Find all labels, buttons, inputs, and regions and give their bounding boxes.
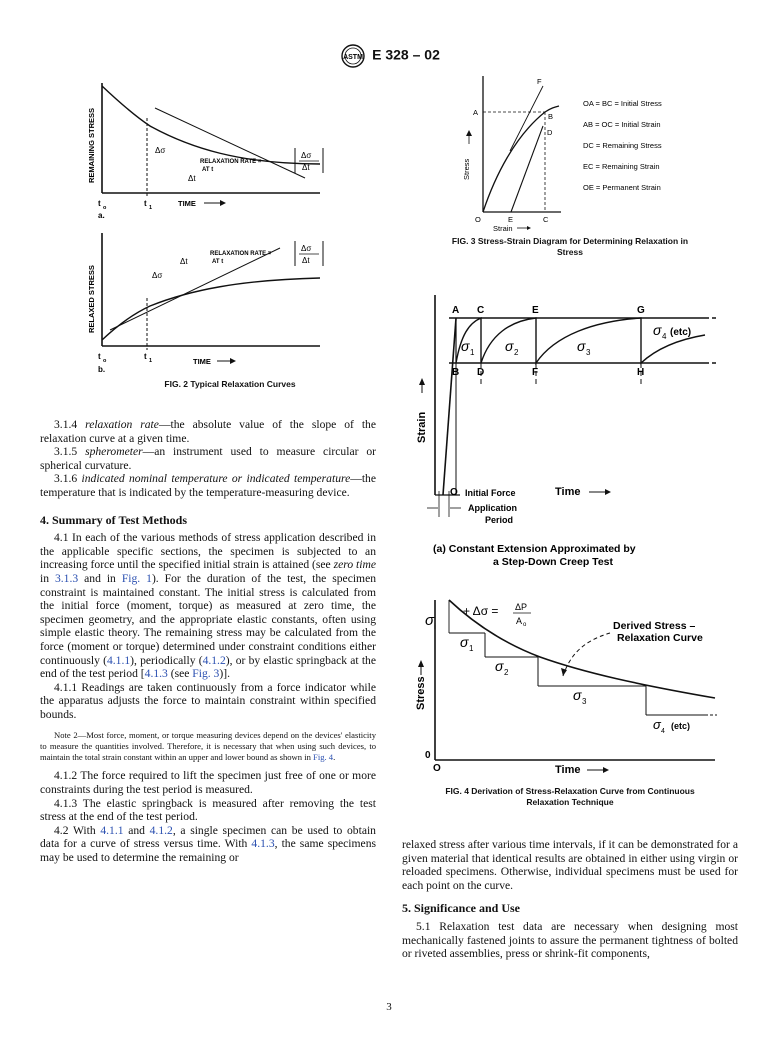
svg-text:+ Δσ =: + Δσ = <box>463 604 499 618</box>
svg-text:Δσ: Δσ <box>155 146 166 155</box>
svg-text:σ: σ <box>425 612 435 629</box>
svg-text:H: H <box>637 367 645 378</box>
svg-text:Δt: Δt <box>188 174 196 183</box>
fig2-bottom-panel <box>87 233 323 374</box>
svg-text:3: 3 <box>586 348 591 357</box>
note-2: Note 2—Most force, moment, or torque measuring devices depend on the devices' elasticity to measure the quantities involved. Therefore, it is necessary that when using such devices, to maintain the total strain constant within an upper and lower bound as shown in Fig. 4. <box>40 730 376 763</box>
fig4-panel-a <box>416 295 717 568</box>
svg-text:(etc): (etc) <box>671 721 691 731</box>
svg-text:ASTM: ASTM <box>343 54 364 61</box>
svg-text:1: 1 <box>470 348 475 357</box>
link-4-1-2b[interactable]: 4.1.2 <box>149 823 173 837</box>
svg-text:O: O <box>433 763 441 774</box>
svg-text:Period: Period <box>485 515 514 525</box>
para-4-2: 4.2 With 4.1.1 and 4.1.2, a single specimen can be used to obtain data for a curve of stress versus time. With 4.1.3, the same specimens may be used to determine the remaining or <box>40 823 376 865</box>
link-fig-1[interactable]: Fig. 1 <box>121 571 152 585</box>
svg-text:TIME: TIME <box>193 357 211 366</box>
para-4-1-1: 4.1.1 Readings are taken continuously from a force indicator while the apparatus adjusts the force to maintain constraint within specified bounds. <box>40 680 376 721</box>
svg-text:Initial Force: Initial Force <box>465 488 516 498</box>
svg-text:t: t <box>98 352 101 361</box>
svg-text:σ: σ <box>505 338 514 354</box>
link-4-1-2[interactable]: 4.1.2 <box>202 653 226 667</box>
svg-text:AT t: AT t <box>212 259 224 265</box>
svg-text:Relaxation Curve: Relaxation Curve <box>617 632 703 644</box>
fig4-caption: FIG. 4 Derivation of Stress-Relaxation Curve from Continuous Relaxation Technique <box>445 786 695 807</box>
svg-text:o: o <box>103 358 107 364</box>
figure-3-stress-strain <box>455 76 695 234</box>
para-3-1-5: 3.1.5 spherometer—an instrument used to measure circular or spherical curvature. <box>40 445 376 472</box>
svg-text:Strain: Strain <box>493 224 513 233</box>
standard-designation: E 328 – 02 <box>372 46 440 63</box>
svg-text:(etc): (etc) <box>670 327 692 338</box>
svg-text:σ: σ <box>653 322 662 338</box>
fig3-caption: FIG. 3 Stress-Strain Diagram for Determining Relaxation in Stress <box>451 236 689 257</box>
svg-text:t: t <box>144 199 147 208</box>
svg-text:3: 3 <box>582 697 587 706</box>
svg-text:C: C <box>543 215 549 224</box>
para-5-1: 5.1 Relaxation test data are necessary when designing most mechanically fastened joints to assure the permanent tightness of bolted or riveted assemblies, press or shrink-fit components, <box>402 919 738 961</box>
svg-text:G: G <box>637 305 645 316</box>
svg-text:A: A <box>473 108 479 117</box>
svg-text:Δt: Δt <box>180 257 188 266</box>
para-4-1-3: 4.1.3 The elastic springback is measured after removing the test stress at the end of the test period. <box>40 796 376 824</box>
svg-text:σ: σ <box>461 338 470 354</box>
link-4-1-3b[interactable]: 4.1.3 <box>251 837 275 851</box>
svg-text:Application: Application <box>468 503 517 513</box>
svg-text:Derived Stress –: Derived Stress – <box>613 620 696 632</box>
link-4-1-1b[interactable]: 4.1.1 <box>100 823 124 837</box>
svg-text:ΔP: ΔP <box>515 602 528 612</box>
svg-text:2: 2 <box>514 348 519 357</box>
link-fig-3[interactable]: Fig. 3 <box>192 667 220 681</box>
svg-text:σ: σ <box>573 687 582 703</box>
para-3-1-4: 3.1.4 relaxation rate—the absolute value of the slope of the relaxation curve at a given time. <box>40 418 376 445</box>
svg-text:RELAXATION RATE =: RELAXATION RATE = <box>200 159 262 165</box>
svg-text:RELAXATION RATE =: RELAXATION RATE = <box>210 251 272 257</box>
svg-text:A: A <box>516 616 523 626</box>
right-column <box>402 838 738 961</box>
svg-text:Stress: Stress <box>415 676 427 710</box>
fig2-caption: FIG. 2 Typical Relaxation Curves <box>164 379 296 389</box>
svg-text:σ: σ <box>577 338 586 354</box>
fig2-top-tangent <box>155 108 305 178</box>
svg-text:Time: Time <box>555 486 581 498</box>
figure-2-relaxation-curves <box>80 78 370 378</box>
svg-text:4: 4 <box>662 332 667 341</box>
svg-text:0: 0 <box>425 750 431 761</box>
svg-text:1: 1 <box>149 358 153 364</box>
svg-text:b.: b. <box>98 365 106 374</box>
svg-text:Δσ: Δσ <box>301 244 312 253</box>
svg-text:o: o <box>103 205 107 211</box>
svg-text:B: B <box>452 367 460 378</box>
page-number: 3 <box>386 1001 392 1013</box>
svg-text:D: D <box>547 128 553 137</box>
svg-text:AT t: AT t <box>202 167 214 173</box>
svg-text:Δt: Δt <box>302 256 310 265</box>
svg-text:σ: σ <box>495 658 504 674</box>
fig4-panel-b <box>415 600 717 776</box>
fig2-top-curve <box>102 86 320 164</box>
section-5-heading: 5. Significance and Use <box>402 901 521 916</box>
svg-text:1: 1 <box>149 205 153 211</box>
svg-text:σ: σ <box>653 717 661 732</box>
svg-text:B: B <box>548 112 554 121</box>
para-4-1: 4.1 In each of the various methods of stress application described in the applicable specific sections, the specimen is subjected to an increasing force until the specified initial strain is attained (see zero time in 3.1.3 and in Fig. 1). For the duration of the test, the specimen constraint is maintained constant. The initial stress is calculated from the initial force (moment, torque) as measured at zero time, the specimen geometry, and the appropriate elastic constants, often using simple elastic theory. The remaining stress may be calculated from the force (moment or torque) determined under constraint conditions either continuously (4.1.1), periodically (4.1.2), or by elastic springback at the end of the test period [4.1.3 (see Fig. 3)]. <box>40 531 377 681</box>
svg-text:D: D <box>477 367 485 378</box>
para-4-1-2: 4.1.2 The force required to lift the specimen just free of one or more constraints during the test period is measured. <box>40 769 376 797</box>
svg-text:Strain: Strain <box>416 411 428 443</box>
svg-text:Time: Time <box>555 764 581 776</box>
link-fig-4[interactable]: Fig. 4 <box>313 752 334 763</box>
svg-text:F: F <box>532 367 539 378</box>
svg-text:σ: σ <box>460 634 469 650</box>
svg-text:t: t <box>144 352 147 361</box>
para-3-1-6: 3.1.6 indicated nominal temperature or indicated temperature—the temperature that is indicated by the temperature-measuring device. <box>40 472 376 499</box>
svg-text:Δσ: Δσ <box>301 151 312 160</box>
fig2-top-ylabel: REMAINING STRESS <box>87 107 96 183</box>
svg-text:E: E <box>532 305 539 316</box>
svg-text:t: t <box>98 199 101 208</box>
svg-text:i: i <box>434 622 436 631</box>
link-4-1-3[interactable]: 4.1.3 <box>144 667 168 681</box>
svg-text:2: 2 <box>504 668 509 677</box>
para-continued: relaxed stress after various time intervals, if it can be demonstrated for a given material that identical results are obtained in either using virgin or reloaded specimens. Otherwise, individual specimens must be used for each point on the curve. <box>402 838 738 892</box>
astm-logo-icon <box>338 44 368 68</box>
svg-text:A: A <box>452 305 460 316</box>
svg-text:C: C <box>477 305 485 316</box>
svg-text:1: 1 <box>469 644 474 653</box>
svg-text:EC = Remaining Strain: EC = Remaining Strain <box>583 162 660 171</box>
svg-text:O: O <box>475 215 481 224</box>
svg-text:OA = BC = Initial Stress: OA = BC = Initial Stress <box>583 99 662 108</box>
svg-text:a.: a. <box>98 211 105 220</box>
svg-text:a Step-Down Creep Test: a Step-Down Creep Test <box>493 556 613 568</box>
svg-text:4: 4 <box>661 728 665 735</box>
svg-text:o: o <box>523 622 527 628</box>
figure-4-derivation <box>405 295 735 780</box>
svg-text:Stress: Stress <box>462 158 471 180</box>
link-4-1-1[interactable]: 4.1.1 <box>106 653 131 667</box>
svg-text:Δσ: Δσ <box>152 271 163 280</box>
svg-text:TIME: TIME <box>178 199 196 208</box>
svg-text:(a) Constant Extension Approxi: (a) Constant Extension Approximated by <box>433 543 636 555</box>
svg-text:RELAXED STRESS: RELAXED STRESS <box>87 265 96 333</box>
link-3-1-3[interactable]: 3.1.3 <box>54 571 79 585</box>
svg-text:O: O <box>450 487 458 498</box>
svg-text:Δt: Δt <box>302 163 310 172</box>
fig2-top-panel <box>87 83 323 220</box>
svg-text:DC = Remaining Stress: DC = Remaining Stress <box>583 141 662 150</box>
svg-text:E: E <box>508 215 514 224</box>
document-header <box>0 44 778 68</box>
svg-text:F: F <box>537 77 542 86</box>
section-4-heading: 4. Summary of Test Methods <box>40 512 188 527</box>
svg-text:OE = Permanent Strain: OE = Permanent Strain <box>583 183 661 192</box>
svg-text:AB = OC = Initial Strain: AB = OC = Initial Strain <box>583 120 661 129</box>
left-column <box>40 418 376 865</box>
